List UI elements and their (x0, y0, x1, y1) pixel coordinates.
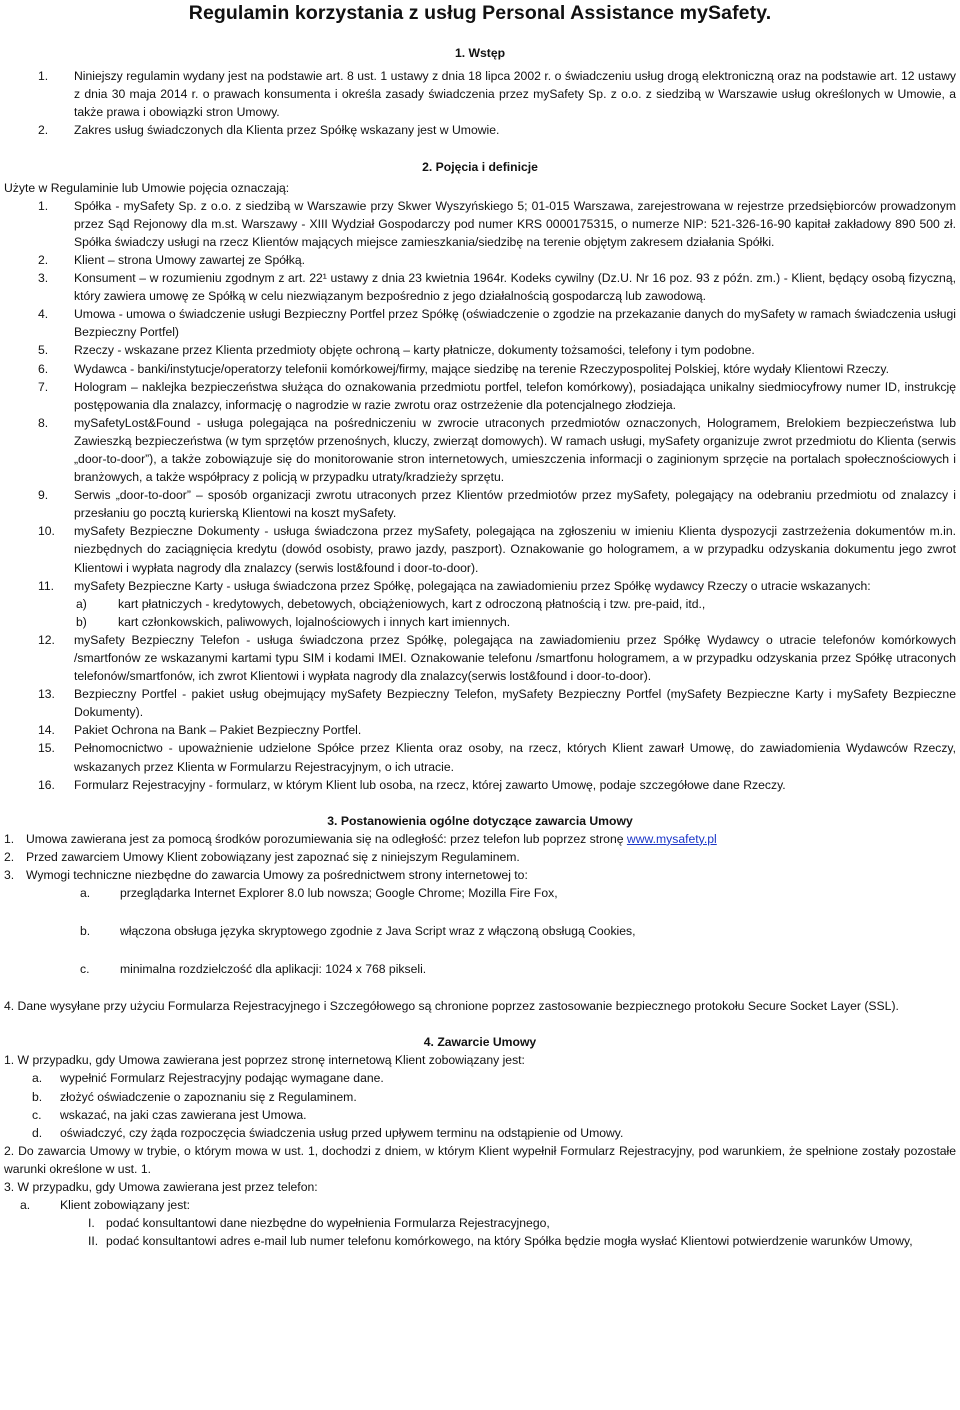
item-number: 12. (38, 632, 55, 647)
list-item: a. wypełnić Formularz Rejestracyjny podając wymagane dane. (32, 1071, 384, 1086)
section-4-item-2: 2. Do zawarcia Umowy w trybie, o którym mowa w ust. 1, dochodzi z dniem, w którym Klient wypełnił Formularz Rejestracyjny, pod warunkiem, że spełnione zostały pozostałe warunki określone w ust. 1. (4, 1143, 956, 1176)
list-item: c. wskazać, na jaki czas zawierana jest Umowa. (32, 1107, 307, 1122)
subitem-letter: b) (76, 614, 87, 629)
item-text: Umowa zawierana jest za pomocą środków porozumiewania się na odległość: przez telefon lub poprzez stronę (26, 831, 624, 846)
definition-item (4, 414, 956, 486)
list-item: 1. Umowa zawierana jest za pomocą środków porozumiewania się na odległość: przez telefon lub poprzez stronę www.mysafety.pl (4, 831, 717, 846)
item-text: Pakiet Ochrona na Bank – Pakiet Bezpieczny Portfel. (74, 723, 362, 738)
section-3-list (4, 830, 956, 1015)
list-item: 2. Przed zawarciem Umowy Klient zobowiązany jest zapoznać się z niniejszym Regulaminem. (4, 848, 956, 866)
definition-item (4, 776, 956, 794)
item-number: 16. (38, 777, 55, 792)
item-number: 5. (38, 343, 49, 358)
definition-item (4, 378, 956, 414)
item-number: 2. (38, 252, 49, 267)
definition-item (4, 197, 956, 251)
item-text: Bezpieczny Portfel - pakiet usług obejmujący mySafety Bezpieczny Telefon, mySafety Bezpieczny Portfel (mySafety Bezpieczne Karty i mySafety Bezpieczne Dokumenty). (74, 687, 956, 720)
item-number: 10. (38, 524, 55, 539)
definition-item (4, 305, 956, 341)
definition-item (4, 577, 956, 595)
definition-item (4, 721, 956, 739)
list-item: d. oświadczyć, czy żąda rozpoczęcia świadczenia usług przed upływem terminu na odstąpienie od Umowy. (32, 1125, 624, 1140)
section-1-list (4, 67, 956, 139)
list-item: I. podać konsultantowi dane niezbędne do wypełnienia Formularza Rejestracyjnego, (88, 1216, 550, 1231)
definition-item (4, 631, 956, 685)
website-link[interactable]: www.mysafety.pl (626, 831, 717, 846)
section-3-heading: 3. Postanowienia ogólne dotyczące zawarcia Umowy (327, 813, 633, 828)
section-4-heading: 4. Zawarcie Umowy (423, 1035, 537, 1050)
section-1-heading: 1. Wstęp (454, 46, 506, 60)
item-text: Hologram – naklejka bezpieczeństwa służąca do oznakowania przedmiotu portfel, telefon komórkowy), posiadająca unikalny siedmiocyfrowy numer ID, instrukcję postępowania dla znalazcy, informację o nagrodzie w razie zwrotu oraz ostrzeżenie dla potencjalnego złodzieja. (74, 379, 956, 412)
section-3-item-4: 4. Dane wysyłane przy użyciu Formularza Rejestracyjnego i Szczegółowego są chronione poprzez zastosowanie bezpiecznego protokołu Secure Socket Layer (SSL). (4, 999, 899, 1014)
item-number: 13. (38, 687, 55, 702)
definition-item (4, 360, 956, 378)
item-number: 14. (38, 723, 55, 738)
definition-item (4, 685, 956, 721)
definition-subitem (4, 613, 956, 631)
subitem-text: kart członkowskich, paliwowych, lojalnościowych i innych kart imiennych. (118, 614, 511, 629)
requirement-item: b. włączona obsługa języka skryptowego zgodnie z Java Script wraz z włączoną obsługą Cookies, (80, 924, 636, 939)
list-item (38, 67, 956, 121)
item-number: 1. (38, 198, 49, 213)
item-text: Zakres usług świadczonych dla Klienta przez Spółkę wskazany jest w Umowie. (74, 123, 500, 138)
list-item: b. złożyć oświadczenie o zapoznaniu się z Regulaminem. (32, 1089, 357, 1104)
definition-item (4, 269, 956, 305)
definition-item (4, 341, 956, 359)
item-text: Spółka - mySafety Sp. z o.o. z siedzibą w Warszawie przy Skwer Wyszyńskiego 5; 01-015 Warszawa, zarejestrowana w rejestrze przedsiębiorców prowadzonym przez Sąd Rejonowy dla m.st. Warszawy - XIII Wydział Gospodarczy pod numer KRS 0000175315, o numerze NIP: 521-326-16-90 kapitał zakładowy 890 500 zł. Spółka świadczy usługi na rzecz Klientów mających miejsce zamieszkania/siedzibę na terenie objętym zakresem działania Spółki. (74, 198, 956, 249)
item-text: Serwis „door-to-door” – sposób organizacji zwrotu utraconych przez Klientów przedmiotów przez mySafety, polegający na odebraniu przedmiotu od znalazcy i przesłaniu go pocztą kurierską Klientowi na koszt mySafety. (74, 488, 956, 521)
definition-item (4, 739, 956, 775)
item-number: 8. (38, 415, 49, 430)
definitions-list (4, 197, 956, 794)
item-text: mySafety Bezpieczne Karty - usługa świadczona przez Spółkę, polegająca na zawiadomieniu przez Spółkę wydawcy Rzeczy o utracie wskazanych: (74, 578, 871, 593)
item-text: mySafety Bezpieczne Dokumenty - usługa świadczona przez mySafety, polegająca na zgłoszeniu w imieniu Klienta dyspozycji zastrzeżenia dokumentów m.in. niezbędnych do zaciągnięcia kredytu (dowód osobisty, prawo jazdy, paszport). Oznakowanie go hologramem, a w przypadku odzyskania dokumentu jego zwrot Klientowi i wypłata nagrody dla znalazcy (serwis lost&found i door-to-door). (74, 524, 956, 575)
item-text: Niniejszy regulamin wydany jest na podstawie art. 8 ust. 1 ustawy z dnia 18 lipca 2002 r. o świadczeniu usług drogą elektroniczną oraz na podstawie art. 12 ustawy z dnia 30 maja 2014 r. o prawach konsumenta i określa zasady świadczenia przez mySafety Sp. z o.o. z siedzibą w Warszawie usług określonych w Umowie, a także prawa i obowiązki stron Umowy. (74, 69, 956, 120)
item-text: Rzeczy - wskazane przez Klienta przedmioty objęte ochroną – karty płatnicze, dokumenty tożsamości, telefony i tym podobne. (74, 343, 755, 358)
requirements-list (4, 884, 956, 980)
definition-item (4, 251, 956, 269)
list-item: II. podać konsultantowi adres e-mail lub numer telefonu komórkowego, na który Spółka będzie mogła wysłać Klientowi potwierdzenie warunków Umowy, (88, 1234, 913, 1249)
section-4-item-1: 1. W przypadku, gdy Umowa zawierana jest poprzez stronę internetową Klient zobowiązany jest: (4, 1053, 525, 1068)
item-text: Wydawca - banki/instytucje/operatorzy telefonii komórkowej/firmy, mające siedzibę na terenie Rzeczypospolitej Polskiej, które wydały Klientowi Rzeczy. (74, 361, 889, 376)
item-text: mySafetyLost&Found - usługa polegająca na pośredniczeniu w zwrocie utraconych przedmiotów oznaczonych, Hologramem, Brelokiem bezpieczeństwa lub Zawieszką bezpieczeństwa (w tym sprzętów przenośnych, kluczy, zwierząt domowych). W ramach usługi, mySafety organizuje zwrot przedmiotu do Klienta (serwis „door-to-door”), a także zobowiązuje się do monitorowanie stron internetowych, umieszczenia informacji o zaginionym sprzęcie na portalach społecznościowych i branżowych, a także współpracy z policją w przypadku utraty/kradzieży sprzętu. (74, 415, 956, 485)
item-text: mySafety Bezpieczny Telefon - usługa świadczona przez Spółkę, polegająca na zawiadomieniu przez Spółkę Wydawcy o utracie telefonów komórkowych /smartfonów ze wskazanymi kartami typu SIM i kodami IMEI. Oznakowanie telefonu /smartfonu hologramem, a w przypadku odzyskania przez Spółkę utraconych telefonów/smartfonów, ich zwrot Klientowi i wypłata nagrody dla znalazcy(serwis lost&found i door-to-door). (74, 632, 956, 684)
definition-item (4, 486, 956, 522)
section-4-item-1-sub (4, 1069, 956, 1141)
section-4-item-3a-sub (4, 1214, 956, 1250)
requirement-item: c. minimalna rozdzielczość dla aplikacji: 1024 x 768 pikseli. (80, 962, 427, 977)
item-text: Formularz Rejestracyjny - formularz, w którym Klient lub osoba, na rzecz, której zawarto Umowę, podaje szczegółowe dane Rzeczy. (74, 777, 786, 792)
section-4-item-3a: a. Klient zobowiązany jest: (20, 1198, 191, 1213)
item-number: 3. (38, 271, 49, 286)
item-number: 15. (38, 741, 55, 756)
item-number: 11. (38, 578, 55, 593)
definition-subitem (4, 595, 956, 613)
list-item: 3. Wymogi techniczne niezbędne do zawarcia Umowy za pośrednictwem strony internetowej to: (4, 866, 956, 884)
subitem-text: kart płatniczych - kredytowych, debetowych, obciążeniowych, kart z odroczoną płatnością i tzw. pre-paid, itd., (118, 596, 706, 611)
subitem-letter: a) (76, 596, 87, 611)
section-2-intro: Użyte w Regulaminie lub Umowie pojęcia oznaczają: (4, 180, 290, 195)
item-number: 4. (38, 307, 49, 322)
item-text: Konsument – w rozumieniu zgodnym z art. 22¹ ustawy z dnia 23 kwietnia 1964r. Kodeks cywilny (Dz.U. Nr 16 poz. 93 z późn. zm.) - Klient, będący osobą fizyczną, który zawiera umowę ze Spółką w celu niezwiązanym bezpośrednio z jego działalnością gospodarczą lub zawodową. (74, 271, 956, 304)
item-number: 9. (38, 488, 49, 503)
item-text: Przed zawarciem Umowy Klient zobowiązany jest zapoznać się z niniejszym Regulaminem. (26, 849, 520, 864)
item-text: Pełnomocnictwo - upoważnienie udzielone Spółce przez Klienta oraz osoby, na rzecz, których Klient zawarł Umowę, do zawiadomienia Wydawców Rzeczy, wskazanych przez Klienta w Formularzu Rejestracyjnym, o ich utracie. (74, 741, 956, 774)
item-number: 7. (38, 379, 49, 394)
list-item (38, 121, 956, 139)
section-4-item-3: 3. W przypadku, gdy Umowa zawierana jest przez telefon: (4, 1179, 318, 1194)
definition-item (4, 522, 956, 576)
requirement-item: a. przeglądarka Internet Explorer 8.0 lub nowsza; Google Chrome; Mozilla Fire Fox, (80, 886, 558, 901)
item-number: 1. (38, 69, 49, 84)
section-2-heading: 2. Pojęcia i definicje (422, 160, 538, 175)
document-title: Regulamin korzystania z usług Personal Assistance mySafety. (188, 2, 772, 24)
item-number: 6. (38, 361, 49, 376)
item-text: Wymogi techniczne niezbędne do zawarcia Umowy za pośrednictwem strony internetowej to: (26, 868, 528, 883)
item-text: Klient – strona Umowy zawartej ze Spółką. (74, 252, 305, 267)
item-text: Umowa - umowa o świadczenie usługi Bezpieczny Portfel przez Spółkę (oświadczenie o zgodzie na przekazanie danych do mySafety w ramach świadczenia usługi Bezpieczny Portfel) (74, 307, 956, 340)
item-number: 2. (38, 123, 49, 138)
